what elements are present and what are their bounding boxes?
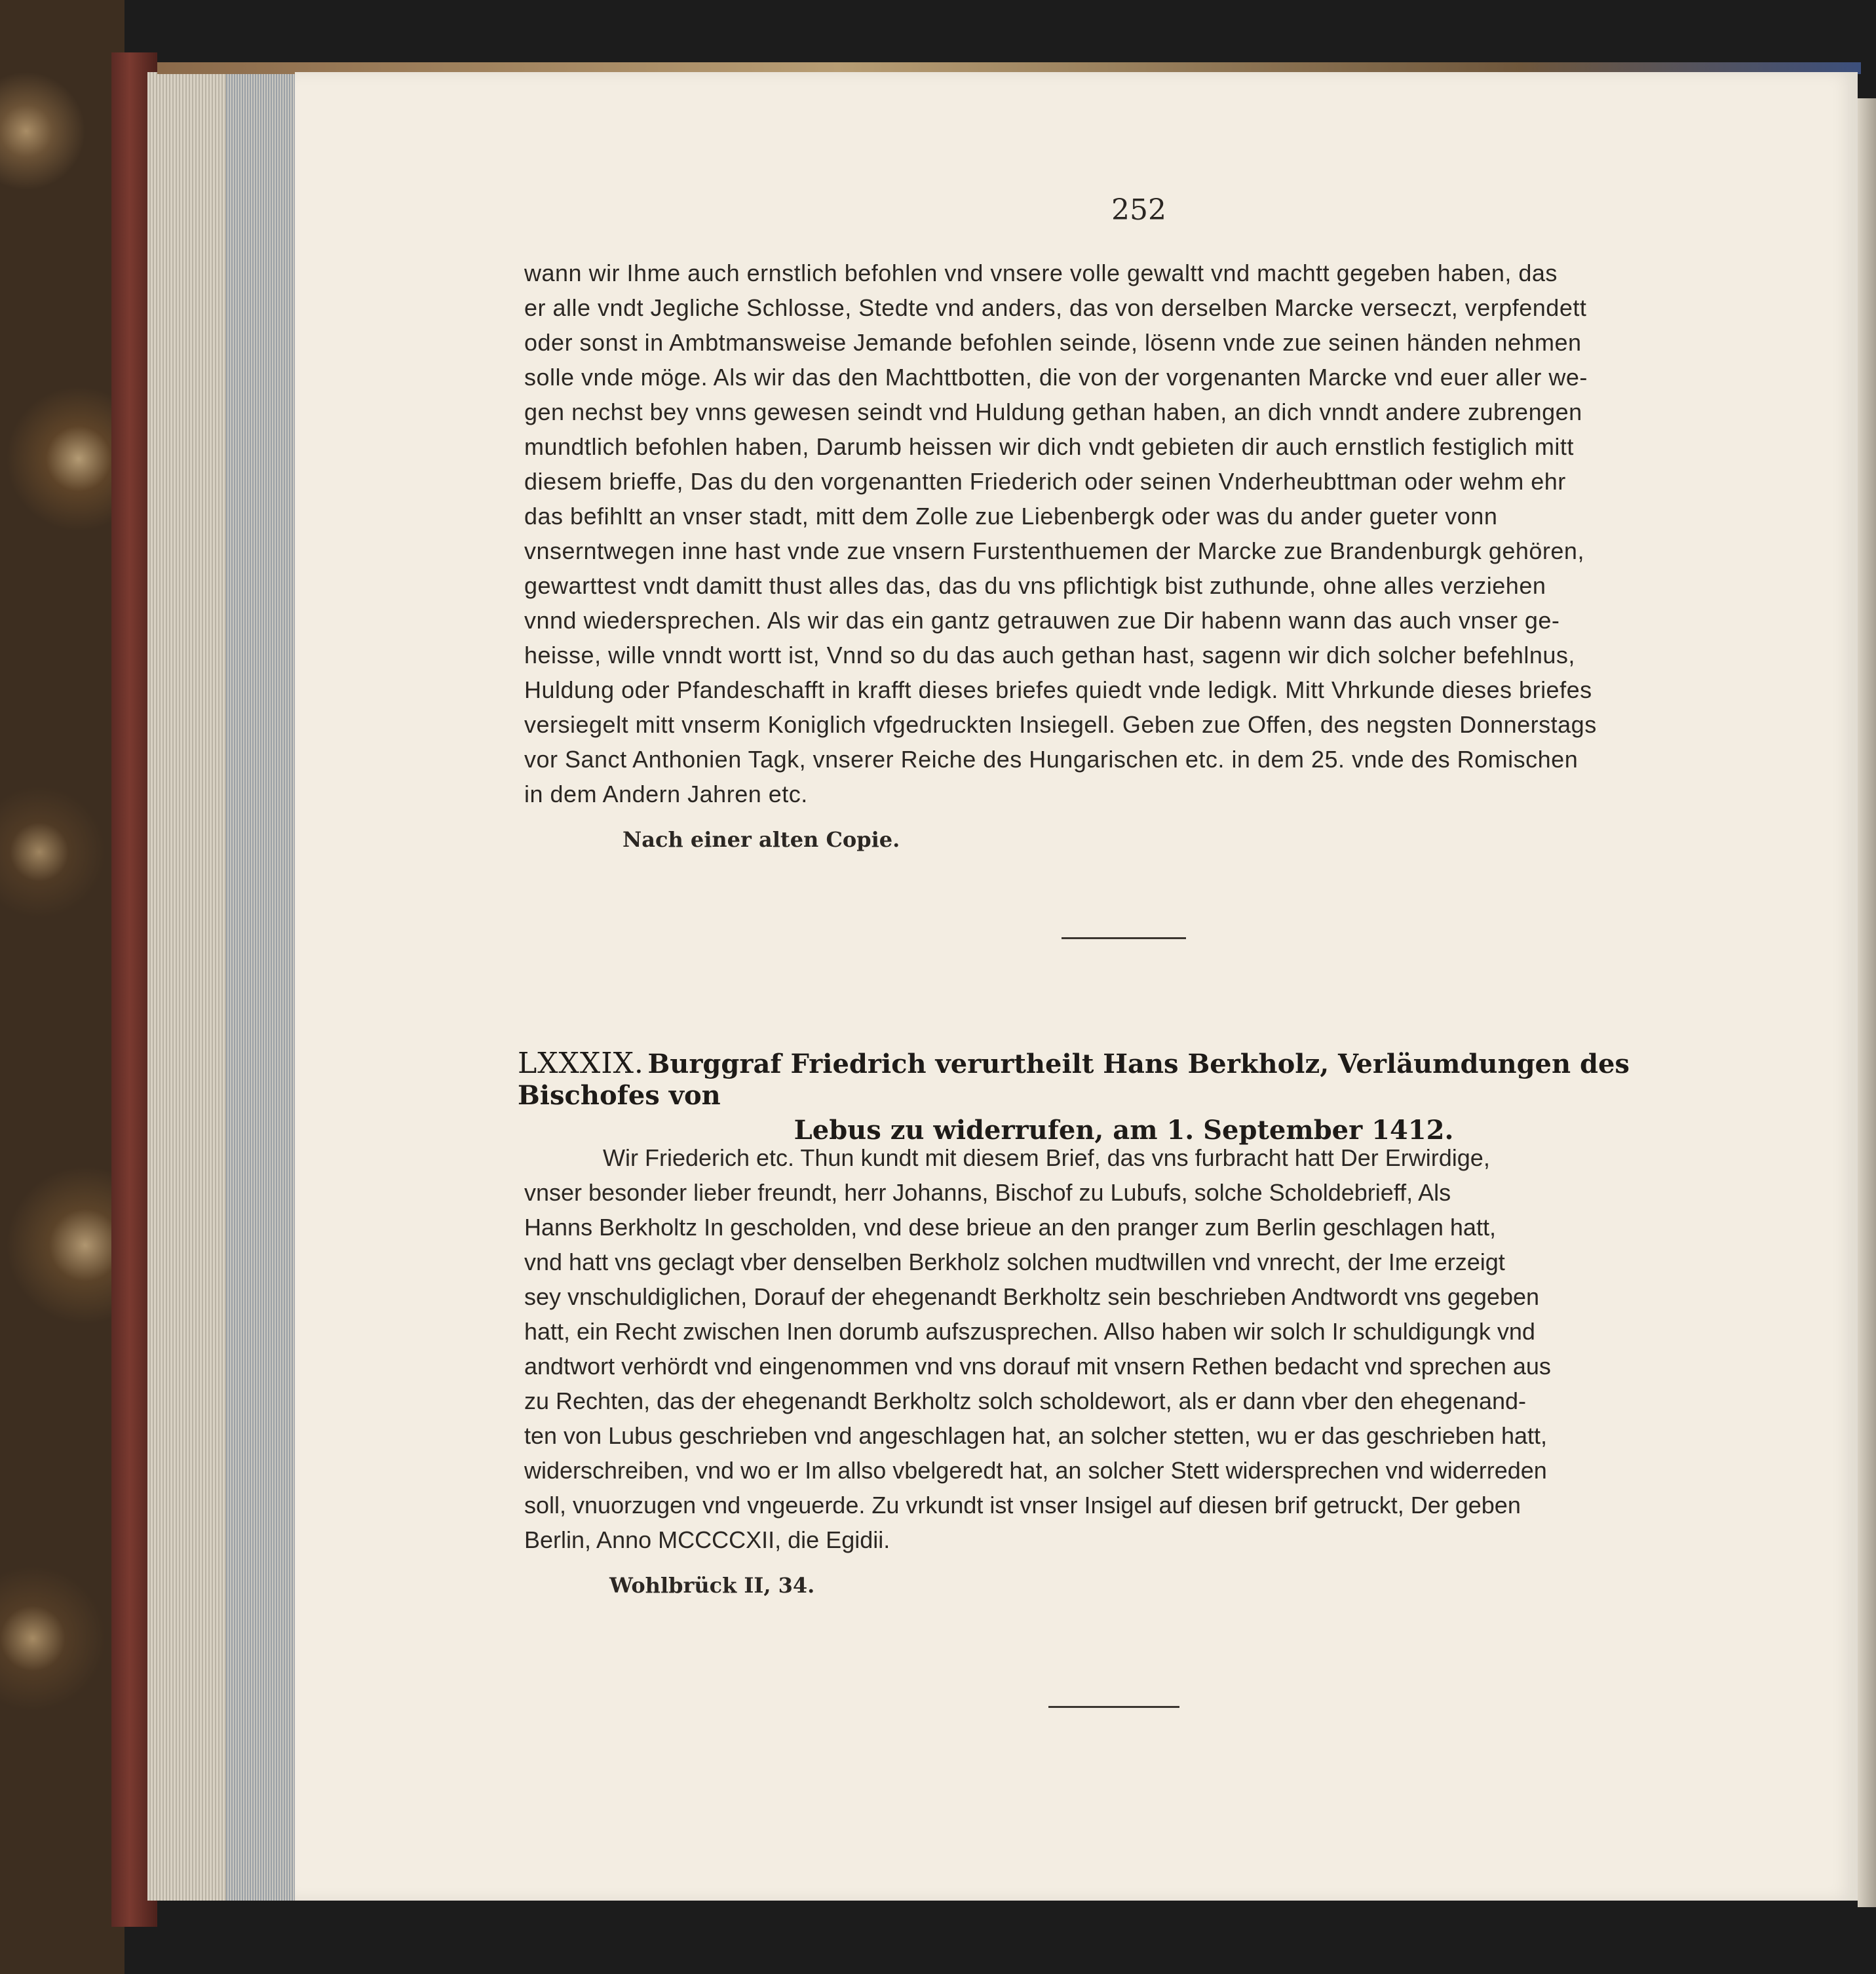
text-line: er alle vndt Jegliche Schlosse, Stedte vnd anders, das von derselben Marcke verseczt, verpfendett: [524, 294, 1587, 321]
text-line: versiegelt mitt vnserm Koniglich vfgedruckten Insiegell. Geben zue Offen, des negsten Donnerstags: [524, 711, 1597, 738]
text-line: Huldung oder Pfandeschafft in krafft dieses briefes quiedt vnde ledigk. Mitt Vhrkunde dieses briefes: [524, 676, 1592, 703]
section-heading: [518, 1047, 1730, 1146]
text-line: zu Rechten, das der ehegenandt Berkholtz solch scholdewort, als er dann vber den ehegenand-: [524, 1387, 1526, 1414]
text-line: vnserntwegen inne hast vnde zue vnsern Furstenthuemen der Marcke zue Brandenburgk gehören,: [524, 537, 1584, 564]
text-line: andtwort verhördt vnd eingenommen vnd vns dorauf mit vnsern Rethen bedacht vnd sprechen aus: [524, 1353, 1551, 1380]
section-title-line2: Lebus zu widerrufen, am 1. September 1412.: [794, 1115, 1454, 1146]
text-line: vnser besonder lieber freundt, herr Johanns, Bischof zu Lubufs, solche Scholdebrieff, Als: [524, 1179, 1451, 1206]
text-line: soll, vnuorzugen vnd vngeuerde. Zu vrkundt ist vnser Insigel auf diesen brif getruckt, Der geben: [524, 1492, 1521, 1519]
text-line: widerschreiben, vnd wo er Im allso vbelgeredt hat, an solcher Stett widersprechen vnd widerreden: [524, 1457, 1547, 1484]
text-line: das befihltt an vnser stadt, mitt dem Zolle zue Liebenbergk oder was du ander gueter vonn: [524, 503, 1498, 530]
text-line: heisse, wille vnndt wortt ist, Vnnd so du das auch gethan hast, sagenn wir dich solcher befehlnus,: [524, 642, 1575, 668]
text-line: oder sonst in Ambtmansweise Jemande befohlen seinde, lösenn vnde zue seinen händen nehmen: [524, 329, 1582, 356]
text-line: gewarttest vndt damitt thust alles das, das du vns pflichtigk bist zuthunde, ohne alles verziehen: [524, 572, 1546, 599]
page-edges-inner: [226, 72, 295, 1901]
text-line: vnd hatt vns geclagt vber denselben Berkholz solchen mudtwillen vnd vnrecht, der Ime erzeigt: [524, 1248, 1505, 1275]
text-line: in dem Andern Jahren etc.: [524, 781, 808, 807]
text-line: mundtlich befohlen haben, Darumb heissen wir dich vndt gebieten dir auch ernstlich festiglich mitt: [524, 433, 1574, 460]
text-line: solle vnde möge. Als wir das den Machttbotten, die von der vorgenanten Marcke vnd euer aller we-: [524, 364, 1588, 391]
section-divider-2: [1048, 1706, 1179, 1708]
text-line: hatt, ein Recht zwischen Inen dorumb aufszusprechen. Allso haben wir solch Ir schuldigungk vnd: [524, 1318, 1535, 1345]
document-text-block-1: [524, 256, 1730, 811]
text-line: sey vnschuldiglichen, Dorauf der ehegenandt Berkholtz sein beschrieben Andtwordt vns gegeben: [524, 1283, 1540, 1310]
section-divider-1: [1062, 937, 1186, 939]
text-line: gen nechst bey vnns gewesen seindt vnd Huldung gethan haben, an dich vnndt andere zubrengen: [524, 398, 1582, 425]
document-text-block-2: [524, 1140, 1730, 1557]
book-cover-marbled: [0, 0, 124, 1974]
text-line: Berlin, Anno MCCCCXII, die Egidii.: [524, 1526, 890, 1553]
text-line: Hanns Berkholtz In gescholden, vnd dese brieue an den pranger zum Berlin geschlagen hatt,: [524, 1214, 1496, 1241]
text-line: wann wir Ihme auch ernstlich befohlen vnd vnsere volle gewaltt vnd machtt gegeben haben, das: [524, 260, 1558, 286]
text-line: ten von Lubus geschrieben vnd angeschlagen hat, an solcher stetten, wu er das geschrieben hatt,: [524, 1422, 1548, 1449]
facing-page-edge: [1858, 98, 1876, 1907]
page-number: 252: [1111, 193, 1166, 227]
source-note-2: Wohlbrück II, 34.: [609, 1573, 815, 1598]
section-title-line1: Burggraf Friedrich verurtheilt Hans Berkholz, Verläumdungen des Bischofes von: [518, 1049, 1630, 1111]
source-note-1: Nach einer alten Copie.: [622, 827, 900, 852]
text-line: vor Sanct Anthonien Tagk, vnserer Reiche des Hungarischen etc. in dem 25. vnde des Romischen: [524, 746, 1579, 773]
text-line: Wir Friederich etc. Thun kundt mit diesem Brief, das vns furbracht hatt Der Erwirdige,: [603, 1144, 1490, 1171]
text-line: vnnd wiedersprechen. Als wir das ein gantz getrauwen zue Dir habenn wann das auch vnser ge-: [524, 607, 1560, 634]
section-number: LXXXIX.: [518, 1047, 644, 1080]
text-line: diesem brieffe, Das du den vorgenantten Friederich oder seinen Vnderheubttman oder wehm ehr: [524, 468, 1566, 495]
